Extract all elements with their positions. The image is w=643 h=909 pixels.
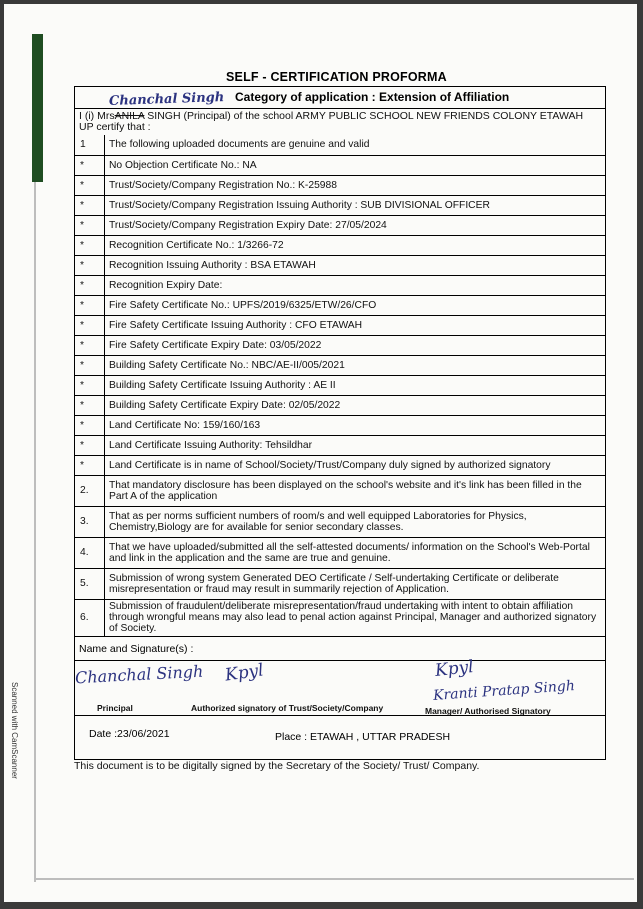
certification-intro <box>79 111 599 133</box>
row-text: No Objection Certificate No.: NA <box>105 155 606 175</box>
signature-label: Name and Signature(s) : <box>79 643 194 655</box>
scanner-watermark: Scanned with CamScanner <box>10 682 19 779</box>
row-text: Fire Safety Certificate No.: UPFS/2019/6325/ETW/26/CFO <box>105 295 606 315</box>
row-text: Trust/Society/Company Registration Expiry Date: 27/05/2024 <box>105 215 606 235</box>
row-number: 5. <box>75 568 105 599</box>
table-row <box>75 335 605 355</box>
table-row <box>75 295 605 315</box>
table-row <box>75 215 605 235</box>
manager-signature-name: Kranti Pratap Singh <box>432 678 576 704</box>
intro-prefix: I (i) Mrs <box>79 110 115 122</box>
table-row <box>75 175 605 195</box>
table-row <box>75 475 605 506</box>
table-row <box>75 568 605 599</box>
principal-signature: Chanchal Singh <box>74 661 204 688</box>
document-title: SELF - CERTIFICATION PROFORMA <box>226 70 447 84</box>
row-text: The following uploaded documents are genuine and valid <box>105 135 606 155</box>
table-row <box>75 506 605 537</box>
table-row <box>75 195 605 215</box>
row-number: * <box>75 255 105 275</box>
row-text: Trust/Society/Company Registration Issuing Authority : SUB DIVISIONAL OFFICER <box>105 195 606 215</box>
date-text: Date :23/06/2021 <box>89 728 170 740</box>
intro-struck-name: ANILA <box>114 110 145 122</box>
row-text: Fire Safety Certificate Expiry Date: 03/05/2022 <box>105 335 606 355</box>
row-text: That mandatory disclosure has been displayed on the school's website and it's link has been filled in the Part A of the application <box>105 475 606 506</box>
row-text: Trust/Society/Company Registration No.: K-25988 <box>105 175 606 195</box>
row-text: Recognition Issuing Authority : BSA ETAWAH <box>105 255 606 275</box>
row-number: * <box>75 455 105 475</box>
row-text: Recognition Expiry Date: <box>105 275 606 295</box>
row-text: Land Certificate is in name of School/Society/Trust/Company duly signed by authorized signatory <box>105 455 606 475</box>
table-row <box>75 255 605 275</box>
table-row <box>75 135 605 155</box>
footer-note: This document is to be digitally signed by the Secretary of the Society/ Trust/ Company. <box>74 760 480 772</box>
certificate-items-table <box>75 135 605 637</box>
document-page <box>4 4 637 902</box>
category-text: Category of application : Extension of Affiliation <box>235 90 510 104</box>
manager-role: Manager/ Authorised Signatory <box>425 706 551 716</box>
handwritten-signature-top: Chanchal Singh <box>108 89 225 110</box>
row-text: Recognition Certificate No.: 1/3266-72 <box>105 235 606 255</box>
table-row <box>75 455 605 475</box>
row-number: 2. <box>75 475 105 506</box>
row-text: Submission of wrong system Generated DEO Certificate / Self-undertaking Certificate or deliberate misrepresentation or fraud may result in summarily rejection of Application. <box>105 568 606 599</box>
category-row <box>75 87 605 109</box>
table-row <box>75 235 605 255</box>
row-text: Building Safety Certificate Issuing Authority : AE II <box>105 375 606 395</box>
scan-edge-marker <box>32 34 43 182</box>
table-row <box>75 355 605 375</box>
row-number: * <box>75 335 105 355</box>
row-number: * <box>75 435 105 455</box>
row-number: * <box>75 355 105 375</box>
authorized-signature: Kpyl <box>223 660 265 686</box>
table-row <box>75 599 605 636</box>
row-text: Submission of fraudulent/deliberate misrepresentation/fraud undertaking with intent to obtain affiliation through wrongful means may also lead to penal action against Principal, Manager and authorized signatory of Society. <box>105 599 606 636</box>
row-number: * <box>75 295 105 315</box>
principal-role: Principal <box>97 703 133 713</box>
row-number: 1 <box>75 135 105 155</box>
proforma-frame <box>74 86 606 760</box>
manager-signature-initials: Kpyl <box>434 657 475 681</box>
row-text: Fire Safety Certificate Issuing Authority : CFO ETAWAH <box>105 315 606 335</box>
row-number: * <box>75 275 105 295</box>
table-row <box>75 395 605 415</box>
row-number: * <box>75 195 105 215</box>
scan-bottom-line <box>34 878 634 880</box>
row-text: That as per norms sufficient numbers of room/s and well equipped Laboratories for Physics, Chemistry,Biology are for available for senior secondary classes. <box>105 506 606 537</box>
intro-rest: SINGH (Principal) of the school ARMY PUBLIC SCHOOL NEW FRIENDS COLONY ETAWAH UP certify that : <box>79 110 584 133</box>
row-number: * <box>75 415 105 435</box>
row-number: * <box>75 315 105 335</box>
row-text: Land Certificate Issuing Authority: Tehsildhar <box>105 435 606 455</box>
table-row <box>75 375 605 395</box>
place-text: Place : ETAWAH , UTTAR PRADESH <box>275 731 451 743</box>
row-number: 4. <box>75 537 105 568</box>
table-row <box>75 275 605 295</box>
scan-fold-line <box>34 182 36 882</box>
row-number: * <box>75 395 105 415</box>
row-text: Building Safety Certificate Expiry Date: 02/05/2022 <box>105 395 606 415</box>
row-number: * <box>75 175 105 195</box>
table-row <box>75 415 605 435</box>
row-number: 6. <box>75 599 105 636</box>
table-row <box>75 155 605 175</box>
row-number: 3. <box>75 506 105 537</box>
row-number: * <box>75 215 105 235</box>
table-row <box>75 435 605 455</box>
authorized-role: Authorized signatory of Trust/Society/Company <box>191 703 384 713</box>
row-number: * <box>75 375 105 395</box>
signature-box <box>74 657 605 716</box>
row-text: Building Safety Certificate No.: NBC/AE-II/005/2021 <box>105 355 606 375</box>
row-number: * <box>75 235 105 255</box>
row-number: * <box>75 155 105 175</box>
signature-section <box>75 640 605 759</box>
table-row <box>75 315 605 335</box>
row-text: That we have uploaded/submitted all the self-attested documents/ information on the School's Web-Portal and link in the application and the same are true and genuine. <box>105 537 606 568</box>
table-row <box>75 537 605 568</box>
row-text: Land Certificate No: 159/160/163 <box>105 415 606 435</box>
